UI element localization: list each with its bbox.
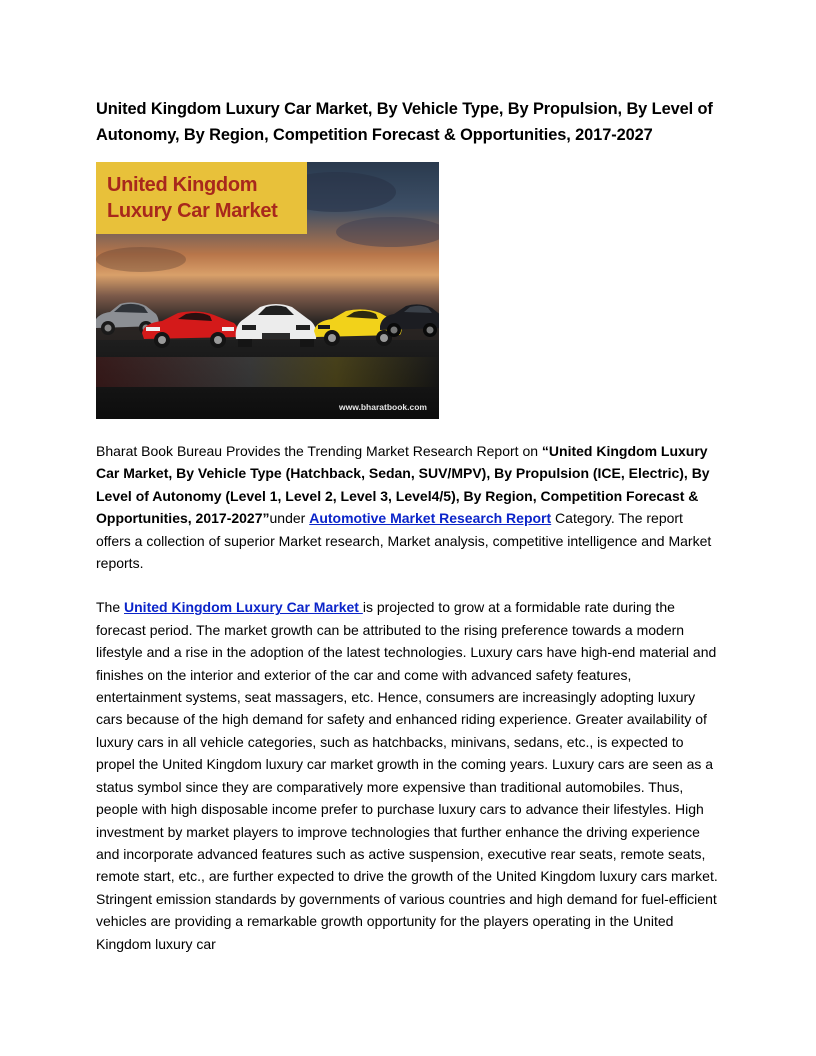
banner-image bbox=[96, 162, 439, 419]
market-lead-text: The bbox=[96, 599, 125, 616]
car-black-icon bbox=[378, 292, 439, 340]
car-white-icon bbox=[232, 295, 320, 353]
uk-luxury-car-market-link[interactable]: United Kingdom Luxury Car Market bbox=[124, 599, 363, 616]
market-paragraph bbox=[96, 596, 720, 955]
market-body-text: is projected to grow at a formidable rate during the forecast period. The market growth can be attributed to the rising preference towards a modern lifestyle and a rise in the adoption of the latest technologies. Luxury cars have high-end material and finishes on the interior and exterior of the car and come with advanced safety features, entertainment systems, seat massagers, etc. Hence, consumers are increasingly adopting luxury cars because of the high demand for safety and enhanced riding experience. Greater availability of luxury cars in all vehicle categories, such as hatchbacks, minivans, sedans, etc., is expected to propel the United Kingdom luxury car market growth in the coming years. Luxury cars are seen as a status symbol since they are comparatively more expensive than traditional automobiles. Thus, people with high disposable income prefer to purchase luxury cars to advance their lifestyles. High investment by market players to improve technologies that further enhance the driving experience and incorporate advanced features such as active suspension, executive rear seats, remote seats, remote start, etc., are further expected to drive the growth of the United Kingdom luxury cars market. Stringent emission standards by governments of various countries and high demand for fuel-efficient vehicles are providing a remarkable growth opportunity for the players operating in the United Kingdom luxury car bbox=[96, 599, 718, 952]
banner-heading-box bbox=[96, 162, 307, 234]
report-title-text: “United Kingdom Luxury Car Market, By Vehicle Type (Hatchback, Sedan, SUV/MPV), By Propulsion (ICE, Electric), By Level of Autonomy (Level 1, Level 2, Level 3, Level4/5), By Region, Competition Forecast & Opportunities, 2017-2027” bbox=[96, 443, 710, 527]
document-title: United Kingdom Luxury Car Market, By Vehicle Type, By Propulsion, By Level of Autonomy, By Region, Competition Forecast & Opportunities, 2017-2027 bbox=[96, 100, 713, 144]
under-text: under bbox=[269, 510, 310, 527]
car-red-icon bbox=[138, 299, 242, 351]
banner-heading-line2: Luxury Car Market bbox=[107, 200, 278, 222]
intro-paragraph bbox=[96, 440, 720, 574]
document-page bbox=[96, 96, 720, 955]
automotive-report-link[interactable]: Automotive Market Research Report bbox=[309, 510, 552, 527]
intro-outro-text: Category. The report offers a collection of superior Market research, Market analysis, competitive intelligence and Market reports. bbox=[96, 510, 712, 572]
banner-heading-line1: United Kingdom bbox=[107, 174, 258, 196]
intro-text: Bharat Book Bureau Provides the Trending Market Research Report on bbox=[96, 443, 542, 459]
banner-watermark: www.bharatbook.com bbox=[338, 402, 427, 412]
